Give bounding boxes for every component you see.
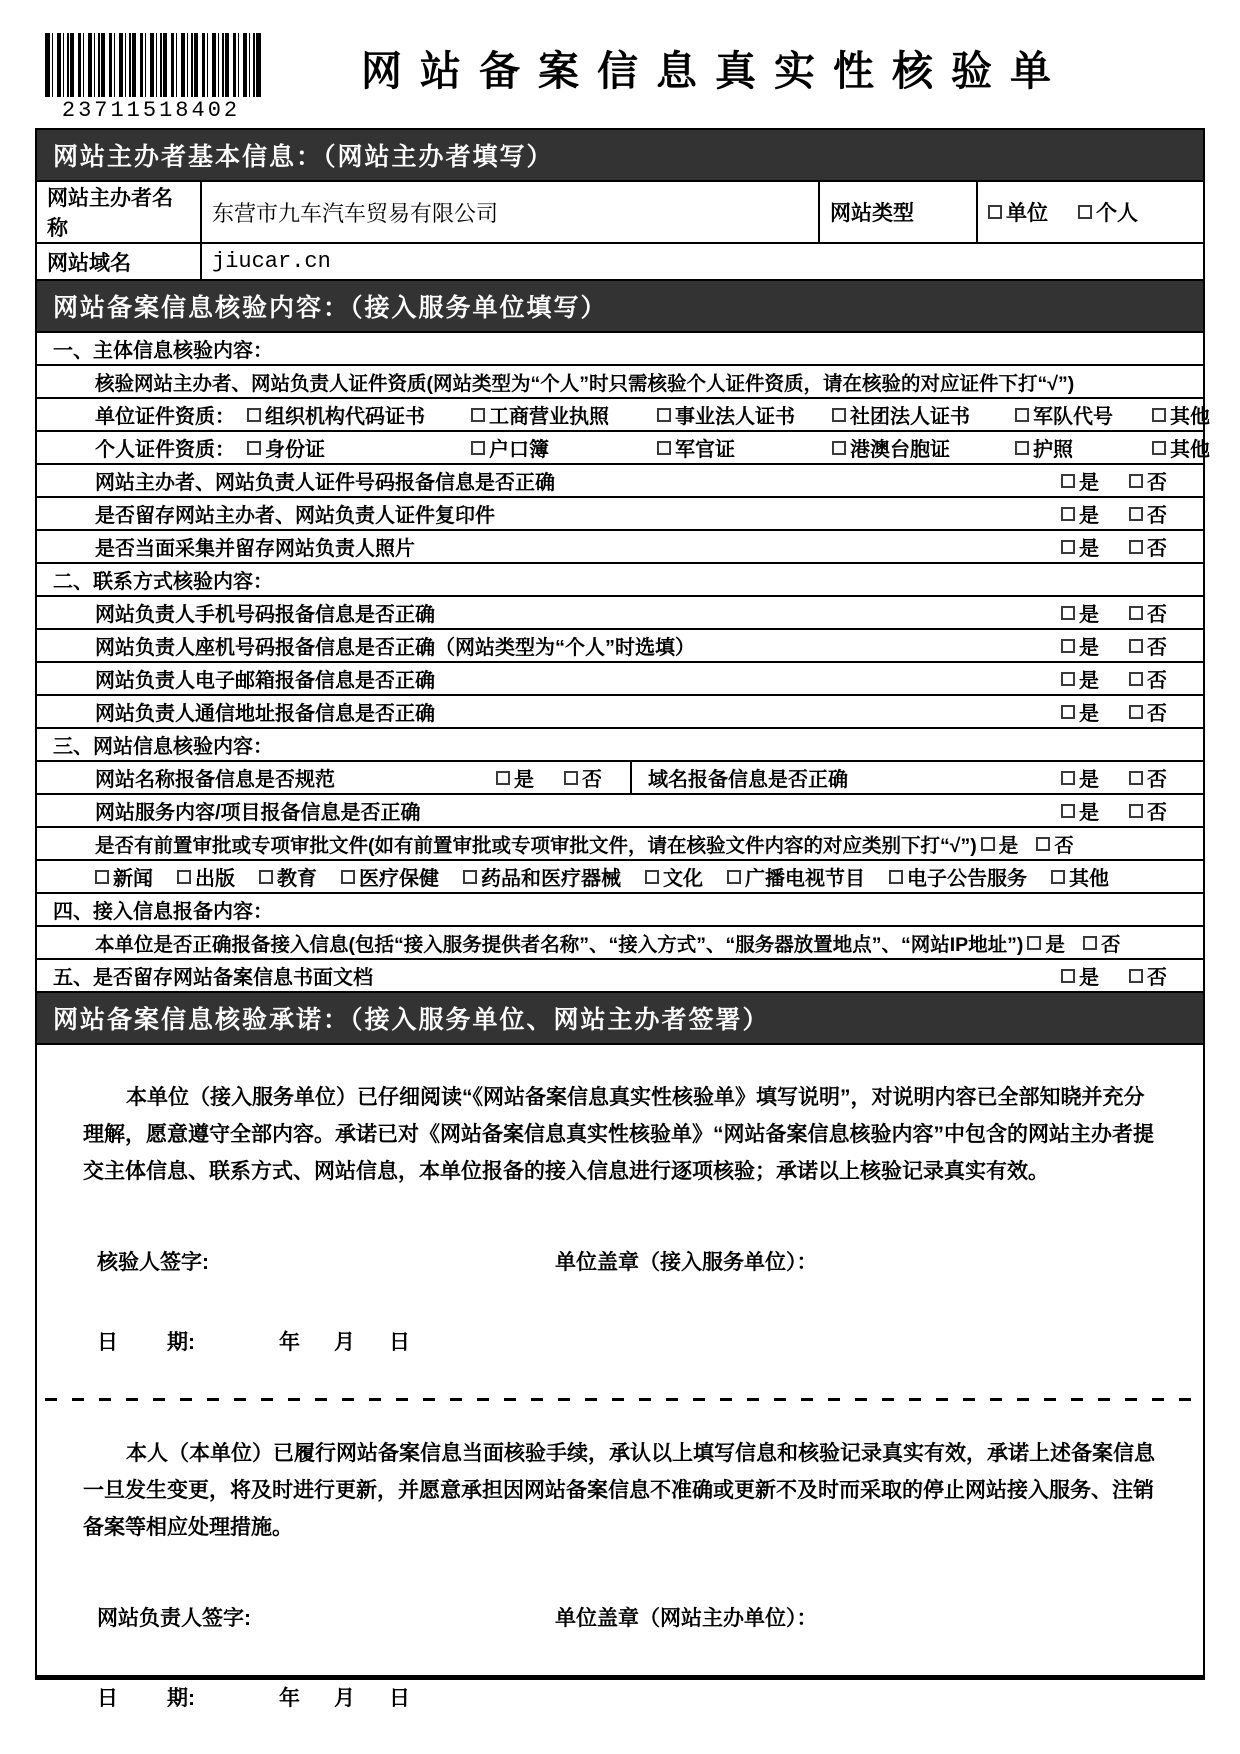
checkbox-news[interactable] bbox=[95, 862, 153, 891]
form-table bbox=[35, 128, 1210, 1710]
checkbox-label: 身份证 bbox=[265, 439, 325, 461]
yes-no-group bbox=[1061, 499, 1203, 528]
question-text: 网站名称报备信息是否规范 bbox=[95, 769, 335, 791]
checkbox-yes[interactable] bbox=[1061, 499, 1099, 528]
checkbox-icon bbox=[1061, 639, 1075, 653]
checkbox-label: 是 bbox=[1079, 505, 1099, 527]
checkbox-label: 单位 bbox=[1006, 202, 1048, 225]
checkbox-no[interactable] bbox=[1129, 631, 1167, 660]
checkbox-yes[interactable] bbox=[1061, 961, 1099, 990]
checkbox-label: 出版 bbox=[195, 868, 235, 890]
checkbox-label: 是 bbox=[1045, 933, 1065, 956]
date-label: 期: bbox=[167, 1687, 195, 1710]
checkbox-icon bbox=[1129, 771, 1143, 785]
checkbox-icon bbox=[564, 771, 578, 785]
checkbox-icon bbox=[1129, 804, 1143, 818]
checkbox-no[interactable] bbox=[564, 763, 602, 792]
checkbox-icon bbox=[1061, 771, 1075, 785]
checkbox-personal-other[interactable] bbox=[1152, 433, 1210, 462]
checkbox-icon bbox=[1015, 408, 1029, 422]
checkbox-icon bbox=[1129, 540, 1143, 554]
row-cert-copy bbox=[37, 496, 1203, 529]
checkbox-icon bbox=[341, 870, 355, 884]
checkbox-icon bbox=[177, 870, 191, 884]
checkbox-no[interactable] bbox=[1129, 598, 1167, 627]
checkbox-broadcast-tv[interactable] bbox=[727, 862, 865, 891]
checkbox-drugs-devices[interactable] bbox=[463, 862, 621, 891]
checkbox-yes[interactable] bbox=[1027, 929, 1065, 957]
checkbox-icon bbox=[471, 408, 485, 422]
checkbox-no[interactable] bbox=[1129, 466, 1167, 495]
checkbox-category-other[interactable] bbox=[1051, 862, 1109, 891]
checkbox-label: 否 bbox=[1054, 834, 1074, 857]
checkbox-yes[interactable] bbox=[1061, 697, 1099, 726]
date-month-label[interactable]: 月 bbox=[334, 1331, 355, 1354]
sponsor-name-label: 网站主办者名称 bbox=[37, 182, 202, 242]
checkbox-unit-other[interactable] bbox=[1152, 400, 1210, 429]
checkbox-hk-macao-taiwan-pass[interactable] bbox=[832, 433, 1015, 462]
checkbox-label: 是 bbox=[1079, 967, 1099, 989]
yes-no-group bbox=[496, 763, 630, 792]
checkbox-icon bbox=[463, 870, 477, 884]
signature-row-isp bbox=[97, 1246, 1203, 1276]
barcode-number: 23711518402 bbox=[61, 98, 241, 123]
checkbox-label: 事业法人证书 bbox=[675, 406, 795, 428]
checkbox-yes[interactable] bbox=[496, 763, 534, 792]
checkbox-label: 否 bbox=[1147, 472, 1167, 494]
checkbox-no[interactable] bbox=[1129, 796, 1167, 825]
yes-no-group bbox=[1061, 796, 1203, 825]
checkbox-label: 军队代号 bbox=[1033, 406, 1113, 428]
checkbox-household-register[interactable] bbox=[471, 433, 657, 462]
checkbox-label: 是 bbox=[998, 834, 1019, 857]
date-label: 日 bbox=[97, 1687, 118, 1710]
checkbox-education[interactable] bbox=[259, 862, 317, 891]
date-row-sponsor bbox=[97, 1682, 1203, 1712]
date-year-label[interactable]: 年 bbox=[279, 1687, 300, 1710]
checkbox-icon bbox=[1061, 705, 1075, 719]
pledge-paragraph-sponsor: 本人（本单位）已履行网站备案信息当面核验手续，承认以上填写信息和核验记录真实有效，承诺上述备案信息一旦发生变更，将及时进行更新，并愿意承担因网站备案信息不准确或更新不及时而采取的停止网站接入服务、注销备案等相应处理措施。 bbox=[83, 1442, 1155, 1539]
row-domain bbox=[37, 242, 1203, 279]
row-approval-categories bbox=[37, 859, 1203, 892]
checkbox-label: 广播电视节目 bbox=[745, 868, 865, 890]
yes-no-group bbox=[1061, 532, 1203, 561]
checkbox-label: 文化 bbox=[663, 868, 703, 890]
site-type-options bbox=[978, 182, 1203, 242]
checkbox-military-id[interactable] bbox=[657, 433, 832, 462]
row-personal-cert bbox=[37, 430, 1210, 463]
row-cert-number bbox=[37, 463, 1203, 496]
row-landline bbox=[37, 628, 1203, 661]
checkbox-passport[interactable] bbox=[1015, 433, 1152, 462]
cert-note: 核验网站主办者、网站负责人证件资质(网站类型为“个人”时只需核验个人证件资质，请在核验的对应证件下打“√”) bbox=[37, 364, 1203, 397]
checkbox-label: 户口簿 bbox=[489, 439, 549, 461]
question-text: 是否当面采集并留存网站负责人照片 bbox=[95, 538, 415, 560]
checkbox-yes[interactable] bbox=[1061, 532, 1099, 561]
checkbox-no[interactable] bbox=[1129, 961, 1167, 990]
checkbox-label: 否 bbox=[1147, 538, 1167, 560]
checkbox-label: 工商营业执照 bbox=[489, 406, 609, 428]
checkbox-label: 否 bbox=[1147, 637, 1167, 659]
checkbox-label: 是 bbox=[1079, 802, 1099, 824]
checkbox-icon bbox=[496, 771, 510, 785]
checkbox-label: 否 bbox=[582, 769, 602, 791]
checkbox-ebbs[interactable] bbox=[889, 862, 1027, 891]
checkbox-yes[interactable] bbox=[981, 830, 1019, 858]
date-row-isp bbox=[97, 1326, 1203, 1356]
checkbox-icon bbox=[832, 408, 846, 422]
checkbox-icon bbox=[1061, 804, 1075, 818]
checkbox-social-org-cert[interactable] bbox=[832, 400, 1015, 429]
checkbox-label: 否 bbox=[1147, 769, 1167, 791]
checkbox-icon bbox=[1152, 408, 1166, 422]
checkbox-no[interactable] bbox=[1129, 763, 1167, 792]
row-email bbox=[37, 661, 1203, 694]
checkbox-icon bbox=[1083, 936, 1097, 950]
checkbox-icon bbox=[1078, 205, 1092, 219]
checkbox-label: 其他 bbox=[1069, 868, 1109, 890]
date-label: 期: bbox=[167, 1331, 195, 1354]
pledge-paragraph-isp: 本单位（接入服务单位）已仔细阅读“《网站备案信息真实性核验单》填写说明”，对说明内容已全部知晓并充分理解，愿意遵守全部内容。承诺已对《网站备案信息真实性核验单》“网站备案信息核验内容”中包含的网站主办者提交主体信息、联系方式、网站信息，本单位报备的接入信息进行逐项核验；承诺以上核验记录真实有效。 bbox=[83, 1086, 1154, 1183]
pledge-area bbox=[37, 1043, 1203, 1712]
checkbox-no[interactable] bbox=[1129, 499, 1167, 528]
checkbox-icon bbox=[1129, 969, 1143, 983]
part4-title: 四、接入信息报备内容： bbox=[37, 892, 1203, 925]
checkbox-label: 其他 bbox=[1170, 439, 1210, 461]
question-text: 网站负责人通信地址报备信息是否正确 bbox=[95, 703, 435, 725]
page-title: 网站备案信息真实性核验单 bbox=[361, 48, 1069, 94]
checkbox-icon bbox=[1061, 540, 1075, 554]
part5-title: 五、是否留存网站备案信息书面文档 bbox=[53, 967, 373, 989]
checkbox-no[interactable] bbox=[1129, 664, 1167, 693]
checkbox-label: 是 bbox=[1079, 604, 1099, 626]
checkbox-type-unit[interactable] bbox=[988, 197, 1048, 227]
sponsor-name-field[interactable]: 东营市九车汽车贸易有限公司 bbox=[202, 182, 820, 242]
row-preapproval bbox=[37, 826, 1203, 859]
checkbox-institution-cert[interactable] bbox=[657, 400, 832, 429]
yes-no-group bbox=[1061, 631, 1203, 660]
row-access-info bbox=[37, 925, 1203, 958]
responsible-signature-label[interactable]: 网站负责人签字: bbox=[97, 1607, 251, 1630]
row-sponsor-name bbox=[37, 180, 1203, 242]
date-day-label[interactable]: 日 bbox=[389, 1687, 410, 1710]
row-mobile bbox=[37, 595, 1203, 628]
checkbox-label: 新闻 bbox=[113, 868, 153, 890]
checkbox-label: 教育 bbox=[277, 868, 317, 890]
checkbox-icon bbox=[259, 870, 273, 884]
personal-cert-label: 个人证件资质： bbox=[95, 439, 235, 461]
checkbox-label: 是 bbox=[1079, 769, 1099, 791]
checkbox-id-card[interactable] bbox=[247, 433, 471, 462]
checkbox-label: 否 bbox=[1147, 967, 1167, 989]
checkbox-yes[interactable] bbox=[1061, 763, 1099, 792]
checkbox-label: 是 bbox=[514, 769, 534, 791]
checkbox-culture[interactable] bbox=[645, 862, 703, 891]
yes-no-group bbox=[1061, 466, 1203, 495]
question-text: 是否留存网站主办者、网站负责人证件复印件 bbox=[95, 505, 495, 527]
part1-title: 一、主体信息核验内容： bbox=[37, 331, 1203, 364]
checkbox-org-code-cert[interactable] bbox=[247, 400, 471, 429]
yes-no-group bbox=[1061, 598, 1203, 627]
verifier-signature-label[interactable]: 核验人签字: bbox=[97, 1251, 209, 1274]
yes-no-group bbox=[1061, 961, 1203, 990]
checkbox-no[interactable] bbox=[1036, 830, 1074, 858]
question-text: 域名报备信息是否正确 bbox=[648, 769, 848, 791]
checkbox-no[interactable] bbox=[1083, 929, 1121, 957]
checkbox-label: 否 bbox=[1147, 802, 1167, 824]
checkbox-yes[interactable] bbox=[1061, 631, 1099, 660]
checkbox-icon bbox=[1129, 606, 1143, 620]
checkbox-business-license[interactable] bbox=[471, 400, 657, 429]
checkbox-publishing[interactable] bbox=[177, 862, 235, 891]
row-unit-cert bbox=[37, 397, 1210, 430]
domaininfo-cell bbox=[632, 762, 1203, 793]
checkbox-icon bbox=[1061, 474, 1075, 488]
row-photo bbox=[37, 529, 1203, 562]
checkbox-icon bbox=[1061, 672, 1075, 686]
yes-no-group bbox=[981, 830, 1082, 858]
yes-no-group bbox=[1027, 929, 1128, 957]
checkbox-icon bbox=[645, 870, 659, 884]
date-year-label[interactable]: 年 bbox=[279, 1331, 300, 1354]
checkbox-type-personal[interactable] bbox=[1078, 197, 1138, 227]
checkbox-yes[interactable] bbox=[1061, 466, 1099, 495]
checkbox-icon bbox=[657, 441, 671, 455]
question-text: 网站负责人电子邮箱报备信息是否正确 bbox=[95, 670, 435, 692]
part2-title: 二、联系方式核验内容： bbox=[37, 562, 1203, 595]
checkbox-icon bbox=[95, 870, 109, 884]
checkbox-icon bbox=[889, 870, 903, 884]
checkbox-label: 是 bbox=[1079, 637, 1099, 659]
checkbox-label: 军官证 bbox=[675, 439, 735, 461]
checkbox-label: 药品和医疗器械 bbox=[481, 868, 621, 890]
cut-line bbox=[45, 1398, 1195, 1401]
checkbox-icon bbox=[1061, 969, 1075, 983]
checkbox-icon bbox=[657, 408, 671, 422]
checkbox-label: 是 bbox=[1079, 538, 1099, 560]
checkbox-icon bbox=[1027, 936, 1041, 950]
checkbox-label: 否 bbox=[1147, 604, 1167, 626]
checkbox-icon bbox=[988, 205, 1002, 219]
checkbox-icon bbox=[247, 408, 261, 422]
checkbox-icon bbox=[1051, 870, 1065, 884]
checkbox-icon bbox=[1129, 474, 1143, 488]
sitename-cell bbox=[37, 762, 632, 793]
section-header-pledge: 网站备案信息核验承诺：（接入服务单位、网站主办者签署） bbox=[37, 991, 1203, 1043]
checkbox-icon bbox=[1061, 606, 1075, 620]
checkbox-icon bbox=[1129, 672, 1143, 686]
row-service-content bbox=[37, 793, 1203, 826]
isp-seal-label[interactable]: 单位盖章（接入服务单位）： bbox=[555, 1251, 818, 1274]
checkbox-icon bbox=[981, 837, 995, 851]
checkbox-icon bbox=[471, 441, 485, 455]
checkbox-icon bbox=[1152, 441, 1166, 455]
checkbox-icon bbox=[247, 441, 261, 455]
checkbox-label: 医疗保健 bbox=[359, 868, 439, 890]
checkbox-icon bbox=[1061, 507, 1075, 521]
yes-no-group bbox=[1061, 664, 1203, 693]
checkbox-icon bbox=[1129, 705, 1143, 719]
date-day-label[interactable]: 日 bbox=[389, 1331, 410, 1354]
part3-title: 三、网站信息核验内容： bbox=[37, 727, 1203, 760]
checkbox-label: 是 bbox=[1079, 472, 1099, 494]
checkbox-label: 是 bbox=[1079, 703, 1099, 725]
date-month-label[interactable]: 月 bbox=[334, 1687, 355, 1710]
checkbox-label: 否 bbox=[1147, 670, 1167, 692]
checkbox-yes[interactable] bbox=[1061, 796, 1099, 825]
checkbox-label: 电子公告服务 bbox=[907, 868, 1027, 890]
checkbox-yes[interactable] bbox=[1061, 664, 1099, 693]
checkbox-label: 否 bbox=[1147, 703, 1167, 725]
row-paper-archive bbox=[37, 958, 1203, 991]
section-header-verify-content: 网站备案信息核验内容：（接入服务单位填写） bbox=[37, 279, 1203, 331]
question-text: 网站主办者、网站负责人证件号码报备信息是否正确 bbox=[95, 472, 555, 494]
checkbox-label: 否 bbox=[1100, 933, 1121, 956]
checkbox-label: 其他 bbox=[1170, 406, 1210, 428]
question-text: 是否有前置审批或专项审批文件(如有前置审批或专项审批文件，请在核验文件内容的对应类别下打“√”) bbox=[95, 834, 977, 857]
unit-cert-label: 单位证件资质： bbox=[95, 406, 235, 428]
checkbox-healthcare[interactable] bbox=[341, 862, 439, 891]
signature-row-sponsor bbox=[97, 1602, 1203, 1632]
question-text: 网站服务内容/项目报备信息是否正确 bbox=[95, 802, 421, 824]
checkbox-icon bbox=[727, 870, 741, 884]
checkbox-label: 否 bbox=[1147, 505, 1167, 527]
date-label: 日 bbox=[97, 1331, 118, 1354]
checkbox-label: 个人 bbox=[1096, 202, 1138, 225]
checkbox-military-code[interactable] bbox=[1015, 400, 1152, 429]
checkbox-icon bbox=[1015, 441, 1029, 455]
yes-no-group bbox=[1061, 697, 1203, 726]
checkbox-yes[interactable] bbox=[1061, 598, 1099, 627]
site-type-label: 网站类型 bbox=[820, 182, 978, 242]
domain-field[interactable]: jiucar.cn bbox=[212, 249, 331, 274]
checkbox-icon bbox=[1129, 507, 1143, 521]
checkbox-label: 社团法人证书 bbox=[850, 406, 970, 428]
checkbox-no[interactable] bbox=[1129, 697, 1167, 726]
domain-label: 网站域名 bbox=[37, 244, 202, 279]
row-address bbox=[37, 694, 1203, 727]
question-text: 网站负责人座机号码报备信息是否正确（网站类型为“个人”时选填） bbox=[95, 637, 695, 659]
checkbox-icon bbox=[832, 441, 846, 455]
checkbox-label: 是 bbox=[1079, 670, 1099, 692]
document-header bbox=[45, 30, 1205, 125]
row-sitename-domain bbox=[37, 760, 1203, 793]
checkbox-label: 组织机构代码证书 bbox=[265, 406, 425, 428]
question-text: 本单位是否正确报备接入信息(包括“接入服务提供者名称”、“接入方式”、“服务器放置地点”、“网站IP地址”) bbox=[95, 933, 1024, 956]
checkbox-label: 护照 bbox=[1033, 439, 1073, 461]
question-text: 网站负责人手机号码报备信息是否正确 bbox=[95, 604, 435, 626]
checkbox-icon bbox=[1129, 639, 1143, 653]
yes-no-group bbox=[1061, 763, 1203, 792]
sponsor-seal-label[interactable]: 单位盖章（网站主办单位）： bbox=[555, 1607, 818, 1630]
checkbox-icon bbox=[1036, 837, 1050, 851]
section-header-basic-info: 网站主办者基本信息：（网站主办者填写） bbox=[37, 130, 1203, 180]
checkbox-no[interactable] bbox=[1129, 532, 1167, 561]
checkbox-label: 港澳台胞证 bbox=[850, 439, 950, 461]
